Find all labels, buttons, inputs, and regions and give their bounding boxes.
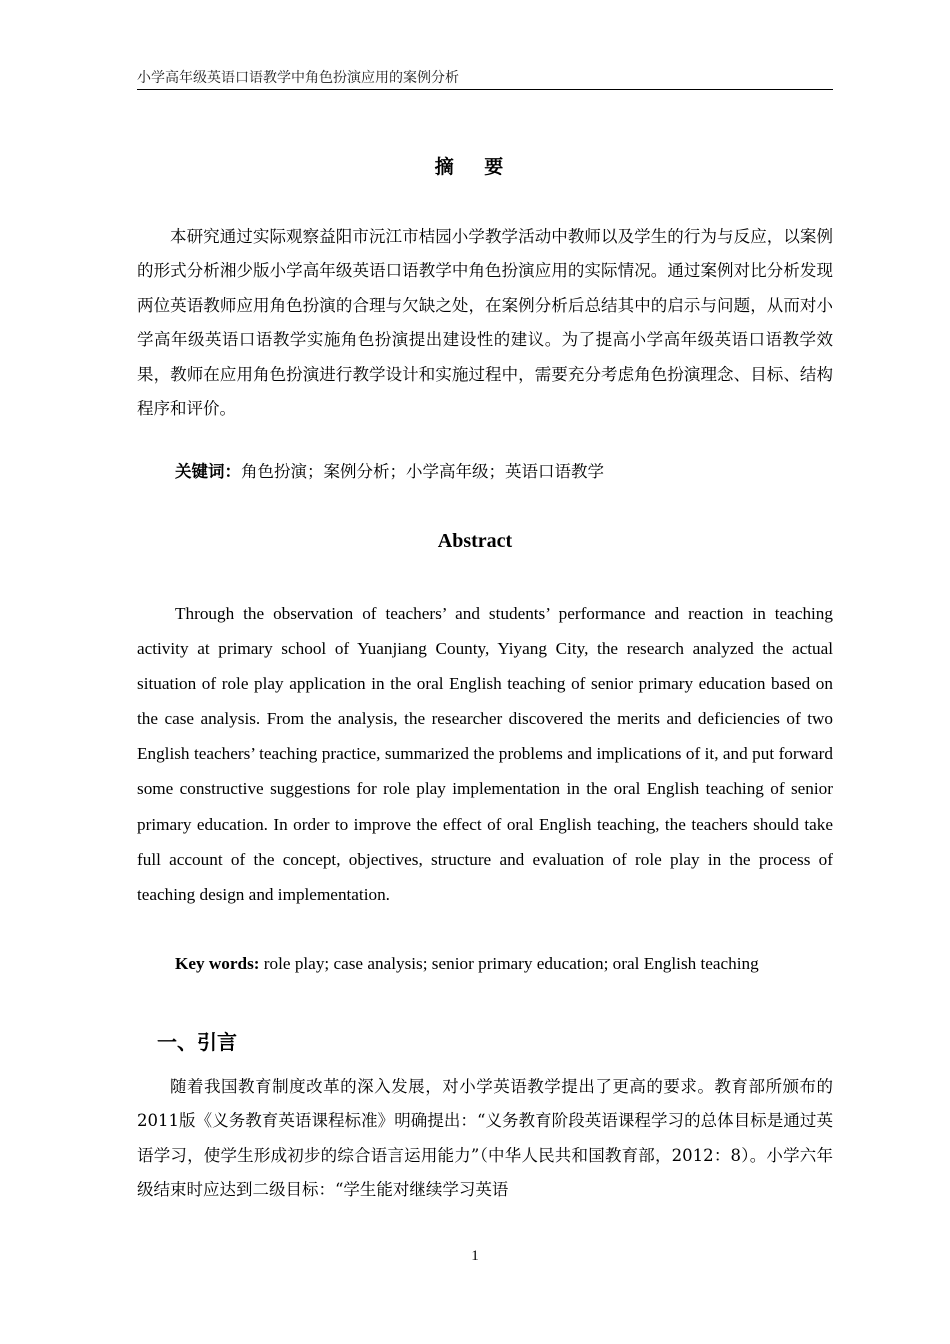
introduction-body: 随着我国教育制度改革的深入发展，对小学英语教学提出了更高的要求。教育部所颁布的2011版《义务教育英语课程标准》明确提出：“义务教育阶段英语课程学习的总体目标是通过英语学习，使学生形成初步的综合语言运用能力”（中华人民共和国教育部，2012：8）。小学六年级结束时应达到二级目标：“学生能对继续学习英语 xyxy=(137,1077,833,1200)
keywords-en-text: role play; case analysis; senior primary education; oral English teaching xyxy=(259,954,759,973)
keywords-cn-label: 关键词： xyxy=(175,462,241,481)
keywords-en-label: Key words: xyxy=(175,954,260,973)
section-title-introduction: 一、引言 xyxy=(157,1030,237,1054)
page-number: 1 xyxy=(471,1248,479,1264)
abstract-en-title: Abstract xyxy=(437,530,513,552)
keywords-en xyxy=(175,948,759,980)
keywords-cn xyxy=(175,458,604,486)
keywords-cn-text: 角色扮演；案例分析；小学高年级；英语口语教学 xyxy=(241,462,604,481)
abstract-cn-title: 摘 要 xyxy=(434,156,516,178)
abstract-cn-body: 本研究通过实际观察益阳市沅江市桔园小学教学活动中教师以及学生的行为与反应，以案例的形式分析湘少版小学高年级英语口语教学中角色扮演应用的实际情况。通过案例对比分析发现两位英语教师应用角色扮演的合理与欠缺之处，在案例分析后总结其中的启示与问题，从而对小学高年级英语口语教学实施角色扮演提出建设性的建议。为了提高小学高年级英语口语教学效果，教师在应用角色扮演进行教学设计和实施过程中，需要充分考虑角色扮演理念、目标、结构程序和评价。 xyxy=(137,227,833,419)
running-header: 小学高年级英语口语教学中角色扮演应用的案例分析 xyxy=(137,68,833,90)
abstract-en-body: Through the observation of teachers’ and students’ performance and reaction in teaching activity at primary school of Yuanjiang County, Yiyang City, the research analyzed the actual situation of role play application in the oral English teaching of senior primary education based on the case analysis. From the analysis, the researcher discovered the merits and deficiencies of two English teachers’ teaching practice, summarized the problems and implications of it, and put forward some constructive suggestions for role play implementation in the oral English teaching of senior primary education. In order to improve the effect of oral English teaching, the teachers should take full account of the concept, objectives, structure and evaluation of role play in the process of teaching design and implementation. xyxy=(137,604,833,904)
